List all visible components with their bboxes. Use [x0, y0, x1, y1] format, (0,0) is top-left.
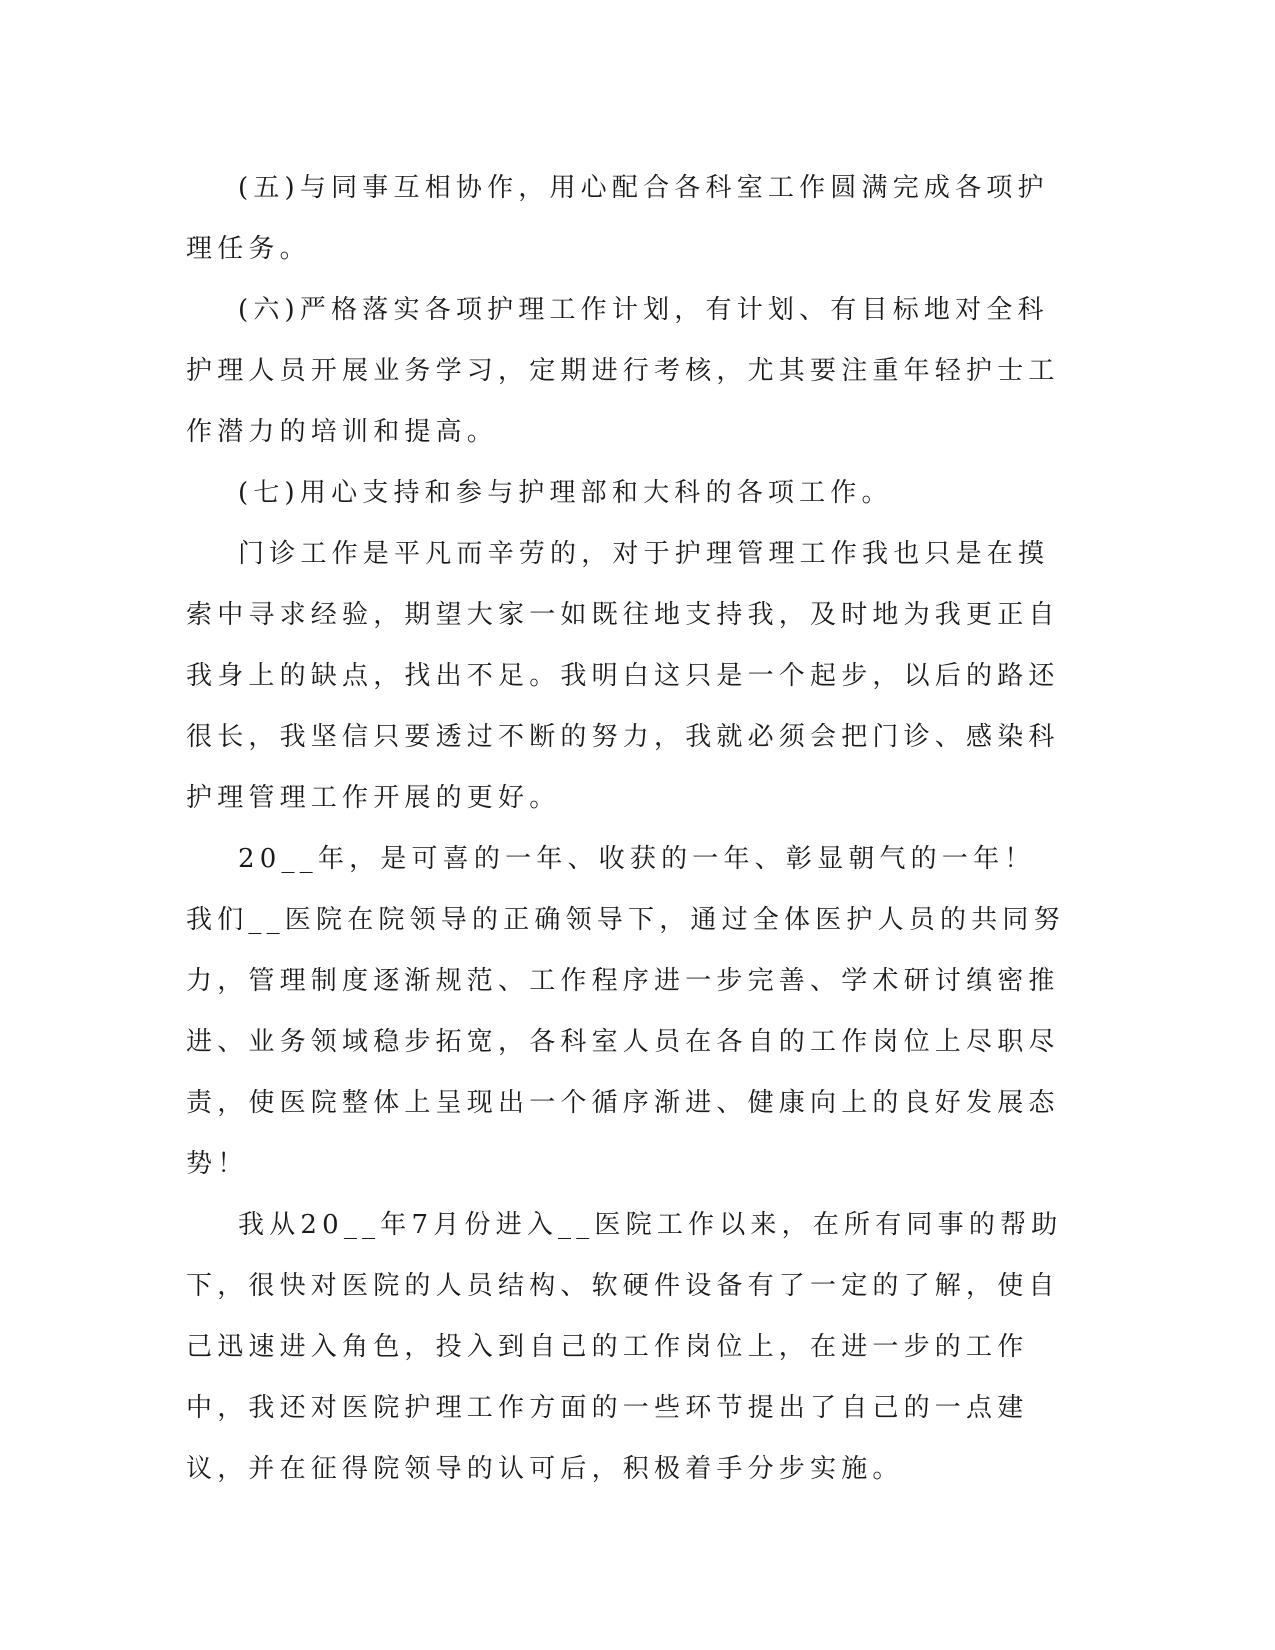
paragraph-personal-start: 我从20__年7月份进入__医院工作以来，在所有同事的帮助下，很快对医院的人员结构、软硬件设备有了一定的了解，使自己迅速进入角色，投入到自己的工作岗位上，在进一步的工作中，我还对医院护理工作方面的一些环节提出了自己的一点建议，并在征得院领导的认可后，积极着手分步实施。	[186, 1210, 1063, 1484]
paragraph-year-review: 20__年，是可喜的一年、收获的一年、彰显朝气的一年！我们__医院在院领导的正确领导下，通过全体医护人员的共同努力，管理制度逐渐规范、工作程序进一步完善、学术研讨缜密推进、业务领域稳步拓宽，各科室人员在各自的工作岗位上尽职尽责，使医院整体上呈现出一个循序渐进、健康向上的良好发展态势！	[186, 844, 1065, 1179]
paragraph-item-5: (五)与同事互相协作，用心配合各科室工作圆满完成各项护理任务。	[186, 173, 1049, 264]
document-body	[186, 158, 1066, 1500]
paragraph-item-6: (六)严格落实各项护理工作计划，有计划、有目标地对全科护理人员开展业务学习，定期进行考核，尤其要注重年轻护士工作潜力的培训和提高。	[186, 295, 1060, 447]
paragraph-outpatient-work: 门诊工作是平凡而辛劳的，对于护理管理工作我也只是在摸索中寻求经验，期望大家一如既往地支持我，及时地为我更正自我身上的缺点，找出不足。我明白这只是一个起步，以后的路还很长，我坚信只要透过不断的努力，我就必须会把门诊、感染科护理管理工作开展的更好。	[186, 539, 1060, 813]
paragraph-item-7: (七)用心支持和参与护理部和大科的各项工作。	[238, 478, 893, 508]
